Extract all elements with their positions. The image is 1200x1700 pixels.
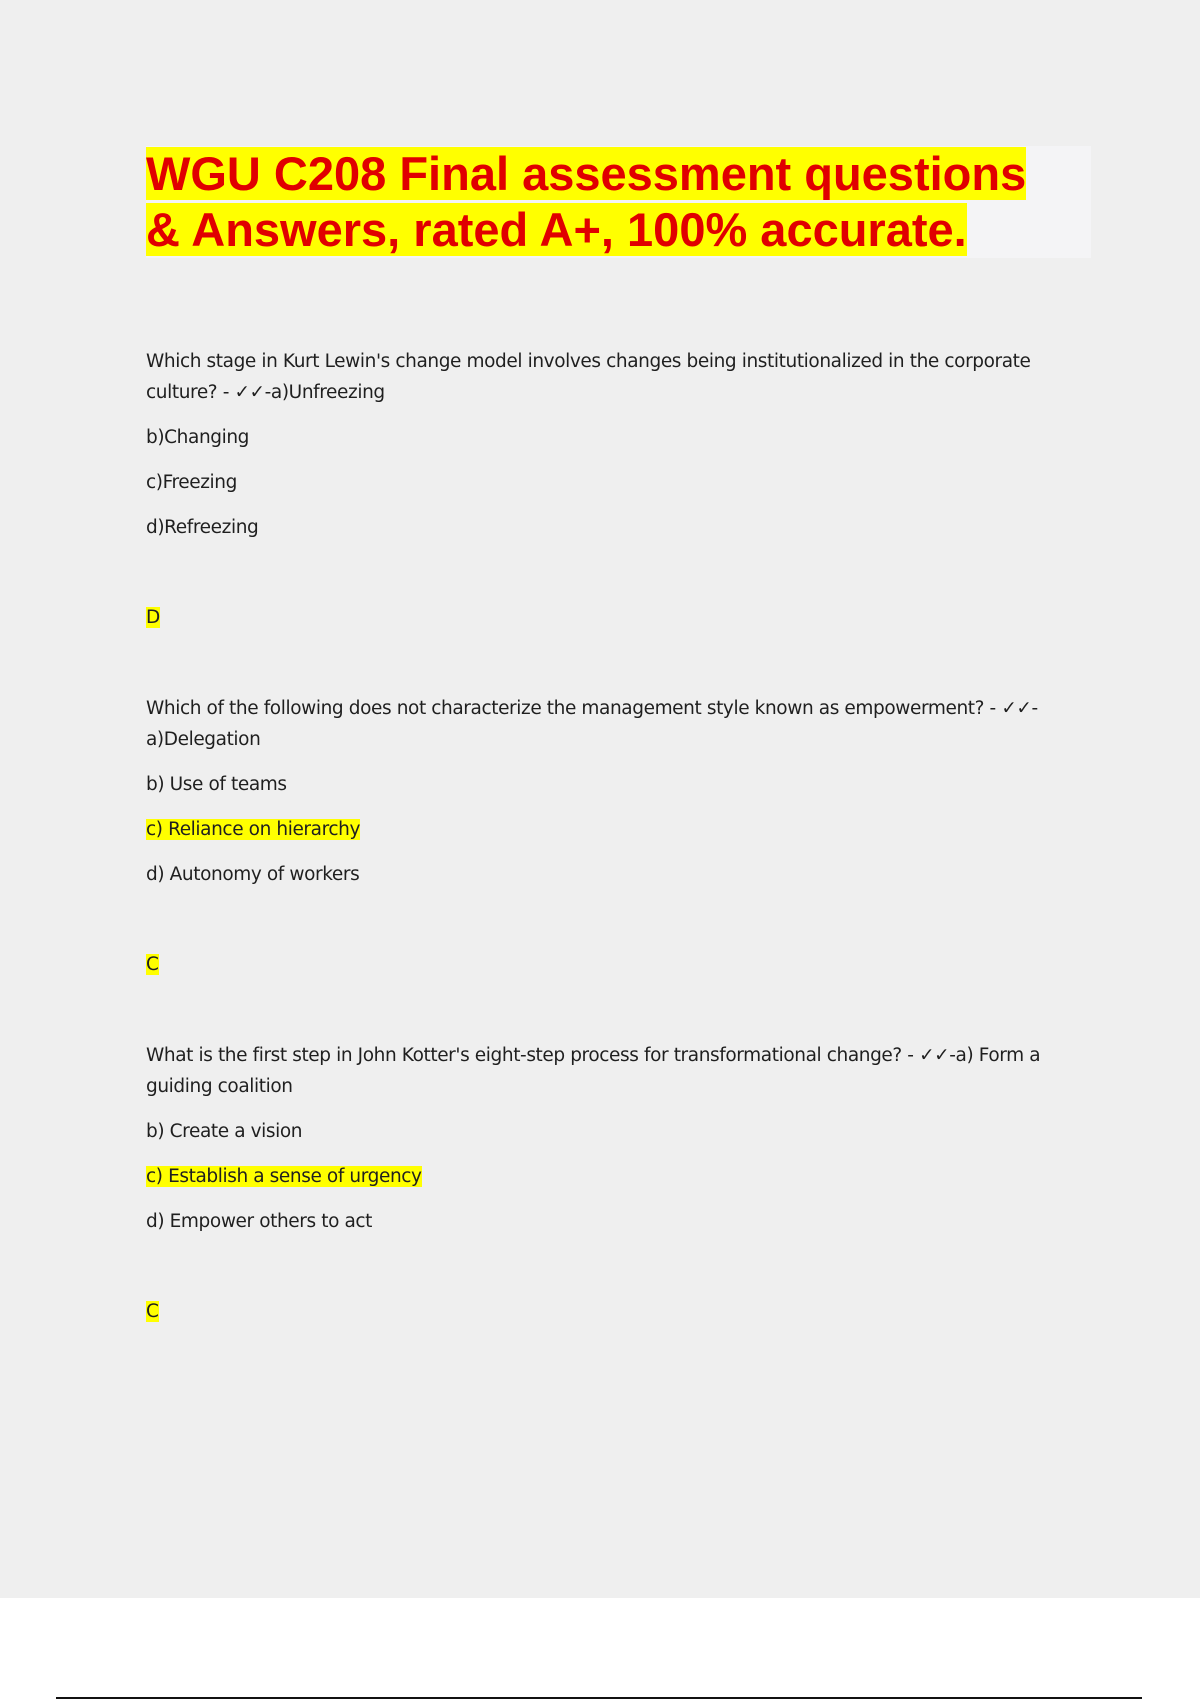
- question-line: Which stage in Kurt Lewin's change model involves changes being institutionalized in the corporate: [146, 351, 1031, 372]
- option-b: b)Changing: [146, 427, 250, 448]
- answer-letter: D: [146, 607, 160, 628]
- document-title: [146, 146, 1076, 258]
- option-d: d) Empower others to act: [146, 1211, 373, 1232]
- option-b: b) Use of teams: [146, 774, 287, 795]
- question-line-cont: a)Delegation: [146, 729, 261, 750]
- question-line: What is the first step in John Kotter's eight-step process for transformational change? - ✓✓-a) Form a: [146, 1045, 1041, 1066]
- answer-label: [146, 602, 1066, 633]
- page-bottom-margin: [0, 1598, 1200, 1700]
- question-text: [146, 1040, 1066, 1102]
- question-line-cont: guiding coalition: [146, 1076, 293, 1097]
- answer-letter: C: [146, 954, 159, 975]
- answer-letter: C: [146, 1301, 159, 1322]
- option-c-correct: [146, 1161, 1066, 1192]
- question-list: [146, 346, 1066, 1327]
- option-c: c)Freezing: [146, 472, 237, 493]
- question-text: [146, 693, 1066, 755]
- question-block-2: [146, 693, 1066, 980]
- question-text: [146, 346, 1066, 408]
- option-d: d)Refreezing: [146, 517, 259, 538]
- title-line-1: WGU C208 Final assessment questions: [146, 147, 1027, 200]
- question-line: Which of the following does not characterize the management style known as empowerment? - ✓✓-: [146, 698, 1038, 719]
- highlighted-option: c) Reliance on hierarchy: [146, 819, 361, 840]
- question-line-cont: culture? - ✓✓-a)Unfreezing: [146, 382, 385, 403]
- option-d: d) Autonomy of workers: [146, 864, 360, 885]
- highlighted-option: c) Establish a sense of urgency: [146, 1166, 422, 1187]
- title-line-2: & Answers, rated A+, 100% accurate.: [146, 203, 967, 256]
- footer-divider: [56, 1697, 1142, 1699]
- answer-label: [146, 1296, 1066, 1327]
- question-block-1: [146, 346, 1066, 633]
- option-b: b) Create a vision: [146, 1121, 303, 1142]
- question-block-3: [146, 1040, 1066, 1327]
- answer-label: [146, 949, 1066, 980]
- option-c-correct: [146, 814, 1066, 845]
